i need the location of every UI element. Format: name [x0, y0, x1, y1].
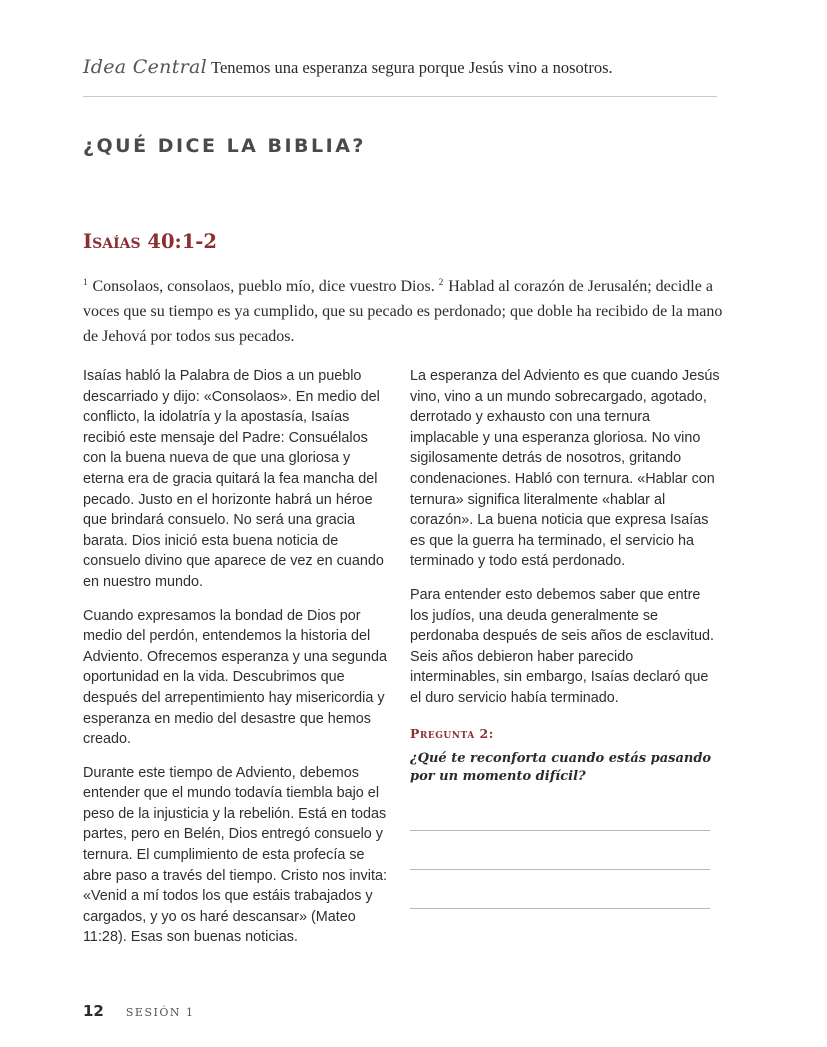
passage-reference: Isaías 40:1-2	[83, 230, 217, 253]
page-number: 12	[83, 1002, 104, 1020]
session-label: SESIÓN 1	[125, 1006, 195, 1019]
page-footer	[83, 1002, 194, 1020]
answer-line[interactable]	[410, 830, 710, 831]
body-paragraph: Isaías habló la Palabra de Dios a un pueblo descarriado y dijo: «Consolaos». En medio del conflicto, la idolatría y la apostasía, Isaías recibió este mensaje del Padre: Consuélalos con la buena nueva de que una gloriosa y eterna era de gracia quitará la fea mancha del pecado. Justo en el horizonte habrá un héroe que brindará consuelo. No será una gracia barata. Dios inició esta buena noticia de consuelo divino que aparece de vez en cuando en nuestro mundo.	[83, 368, 384, 590]
body-paragraph: Para entender esto debemos saber que entre los judíos, una deuda generalmente se perdonaba después de seis años de esclavitud. Seis años debieron haber parecido interminables, sin embargo, Isaías declaró que el duro servicio había terminado.	[410, 586, 715, 706]
body-paragraph: Cuando expresamos la bondad de Dios por medio del perdón, entendemos la historia del Adviento. Ofrecemos esperanza y una segunda oportunidad en la vida. Descubrimos que después del arrepentimiento hay misericordia y esperanza en medio del desastre que hemos creado.	[83, 607, 387, 748]
left-column	[83, 366, 393, 961]
verse-number: 1	[83, 277, 88, 287]
central-idea-text: Tenemos una esperanza segura porque Jesús vino a nosotros.	[211, 58, 613, 77]
section-title: ¿QUÉ DICE LA BIBLIA?	[83, 135, 366, 157]
answer-line[interactable]	[410, 908, 710, 909]
central-idea-label: Idea Central	[83, 56, 208, 78]
header-divider	[83, 96, 717, 97]
scripture-passage	[83, 270, 723, 349]
body-paragraph: Durante este tiempo de Adviento, debemos entender que el mundo todavía tiembla bajo el peso de la injusticia y la rebelión. Está en todas partes, pero en Belén, Dios entregó consuelo y ternura. El cumplimiento de esta profecía se abre paso a través del tiempo. Cristo nos invita: «Venid a mí todos los que estáis trabajados y cargados, y yo os haré descansar» (Mateo 11:28). Esas son buenas noticias.	[83, 764, 387, 946]
body-paragraph: La esperanza del Adviento es que cuando Jesús vino, vino a un mundo sobrecargado, agotado, derrotado y exhausto con una ternura implacable y una esperanza gloriosa. No vino sigilosamente detrás de nosotros, gritando condenaciones. Habló con ternura. «Hablar con ternura» significa literalmente «hablar al corazón». La buena noticia que expresa Isaías es que la guerra ha terminado, el servicio ha terminado y todo está perdonado.	[410, 368, 720, 570]
question-text: ¿Qué te reconforta cuando estás pasando por un momento difícil?	[410, 751, 712, 785]
verse-text: Consolaos, consolaos, pueblo mío, dice vuestro Dios.	[92, 278, 435, 295]
right-column	[410, 366, 720, 799]
verse-number: 2	[438, 277, 444, 287]
question-label: Pregunta 2:	[410, 725, 494, 741]
central-idea-header	[83, 56, 717, 78]
answer-line[interactable]	[410, 869, 710, 870]
verse-text: Hablad al corazón de Jerusalén; decidle a voces que su tiempo es ya cumplido, que su pecado es perdonado; que doble ha recibido de la mano de Jehová por todos sus pecados.	[83, 278, 723, 345]
